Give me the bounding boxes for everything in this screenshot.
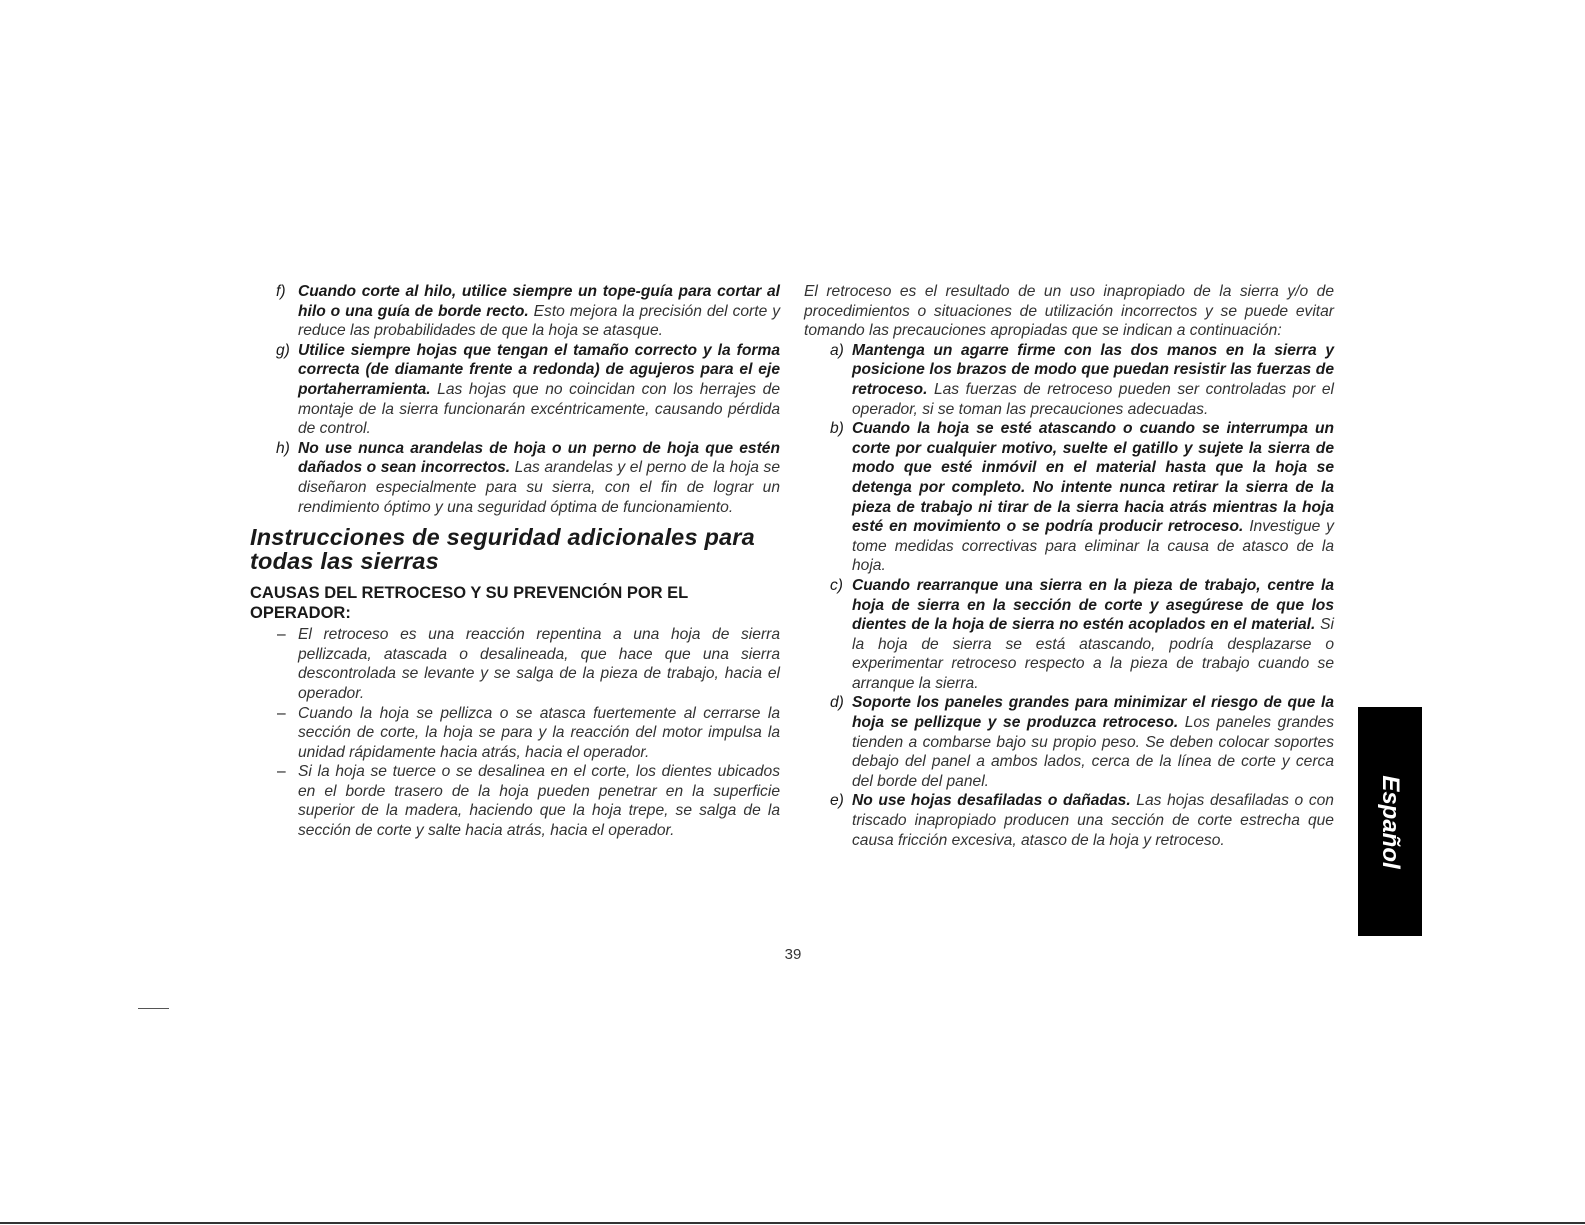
- item-text: Los paneles grandes tienden a combarse bajo su propio peso. Se deben colocar soportes debajo del panel a ambos lados, cerca de la línea de corte y cerca del borde del panel.: [852, 714, 1334, 790]
- item-text: Esto mejora la precisión del corte y reduce las probabilidades de que la hoja se atasque.: [298, 302, 780, 340]
- dash-item-text: Si la hoja se tuerce o se desalinea en el corte, los dientes ubicados en el borde trasero de la hoja pueden penetrar en la superficie superior de la madera, haciendo que la hoja trepe, se salga de la sección de corte y salte hacia atrás, hacia el operador.: [298, 763, 780, 840]
- intro-paragraph: El retroceso es el resultado de un uso inapropiado de la sierra y/o de procedimientos o situaciones de utilización incorrectos y se puede evitar tomando las precauciones apropiadas que se indican a continuación:: [804, 283, 1334, 340]
- page-edge-line: [0, 1222, 1585, 1224]
- section-subheading: CAUSAS DEL RETROCESO Y SU PREVENCIÓN POR EL OPERADOR:: [250, 584, 688, 623]
- dash-list-item: [250, 762, 780, 840]
- item-marker: b): [830, 420, 844, 438]
- dash-item-text: Cuando la hoja se pellizca o se atasca fuertemente al cerrarse la sección de corte, la hoja se para y la reacción del motor impulsa la unidad rápidamente hacia atrás, hacia el operador.: [298, 704, 780, 761]
- item-bold-text: Cuando corte al hilo, utilice siempre un tope-guía para cortar al hilo o una guía de borde recto.: [298, 283, 780, 320]
- item-marker: c): [830, 576, 843, 594]
- right-column: [804, 282, 1334, 850]
- item-text: Las hojas que no coincidan con los herrajes de montaje de la sierra funcionarán excéntricamente, causando pérdida de control.: [298, 380, 780, 438]
- dash-item-text: El retroceso es una reacción repentina a una hoja de sierra pellizcada, atascada o desalineada, que hace que una sierra descontrolada se levante y se salga de la pieza de trabajo, hacia el operador.: [298, 626, 780, 702]
- item-bold-text: Cuando rearranque una sierra en la pieza de trabajo, centre la hoja de sierra en la sección de corte y asegúrese de que los dientes de la hoja de sierra no estén acoplados en el material.: [852, 576, 1334, 634]
- crop-mark: [138, 1008, 169, 1009]
- page-number: 39: [784, 946, 802, 963]
- item-marker: f): [276, 283, 286, 300]
- item-marker: d): [830, 694, 844, 712]
- item-text: Las fuerzas de retroceso pueden ser controladas por el operador, si se toman las precauciones adecuadas.: [852, 380, 1334, 418]
- item-marker: e): [830, 792, 844, 810]
- item-bold-text: No use nunca arandelas de hoja o un perno de hoja que estén dañados o sean incorrectos.: [298, 439, 780, 477]
- item-bold-text: Utilice siempre hojas que tengan el tamaño correcto y la forma correcta (de diamante frente a redonda) de agujeros para el eje portaherramienta.: [298, 341, 780, 398]
- item-text: Las arandelas y el perno de la hoja se diseñaron especialmente para su sierra, con el fin de lograr un rendimiento óptimo y una seguridad óptima de funcionamiento.: [298, 459, 781, 516]
- item-marker: h): [276, 439, 290, 457]
- item-bold-text: No use hojas desafiladas o dañadas.: [852, 792, 1131, 810]
- dash-marker: –: [277, 626, 286, 644]
- list-item: [804, 693, 1334, 791]
- list-item: [804, 341, 1334, 419]
- item-bold-text: Cuando la hoja se esté atascando o cuando se interrumpa un corte por cualquier motivo, suelte el gatillo y sujete la sierra de modo que esté inmóvil en el material hasta que la hoja se detenga por completo. No intente nunca retirar la sierra de la pieza de trabajo ni tirar de la sierra hacia atrás mientras la hoja esté en movimiento o se podría producir retroceso.: [852, 420, 1334, 536]
- list-item: [804, 419, 1334, 576]
- item-bold-text: Soporte los paneles grandes para minimizar el riesgo de que la hoja se pellizque y se produzca retroceso.: [852, 694, 1334, 732]
- list-item: [804, 791, 1334, 850]
- language-tab: [1358, 707, 1422, 936]
- item-text: Investigue y tome medidas correctivas para eliminar la causa de atasco de la hoja.: [852, 518, 1334, 575]
- dash-marker: –: [277, 704, 286, 722]
- list-item: [250, 439, 780, 517]
- item-marker: g): [276, 341, 290, 359]
- section-heading: Instrucciones de seguridad adicionales para todas las sierras: [250, 524, 755, 575]
- dash-list-item: [250, 704, 780, 763]
- language-tab-label: Español: [1377, 774, 1404, 869]
- left-column: [250, 282, 780, 841]
- dash-marker: –: [277, 763, 286, 781]
- list-item: [250, 341, 780, 439]
- list-item: [250, 282, 780, 341]
- item-bold-text: Mantenga un agarre firme con las dos manos en la sierra y posicione los brazos de modo que puedan resistir las fuerzas de retroceso.: [852, 341, 1334, 398]
- item-text: Si la hoja de sierra se está atascando, podría desplazarse o experimentar retroceso respecto a la pieza de trabajo cuando se arranque la sierra.: [852, 616, 1335, 692]
- item-text: Las hojas desafiladas o con triscado inapropiado producen una sección de corte estrecha que causa fricción excesiva, atasco de la hoja y retroceso.: [852, 792, 1334, 849]
- item-marker: a): [830, 341, 844, 359]
- list-item: [804, 576, 1334, 694]
- dash-list-item: [250, 625, 780, 703]
